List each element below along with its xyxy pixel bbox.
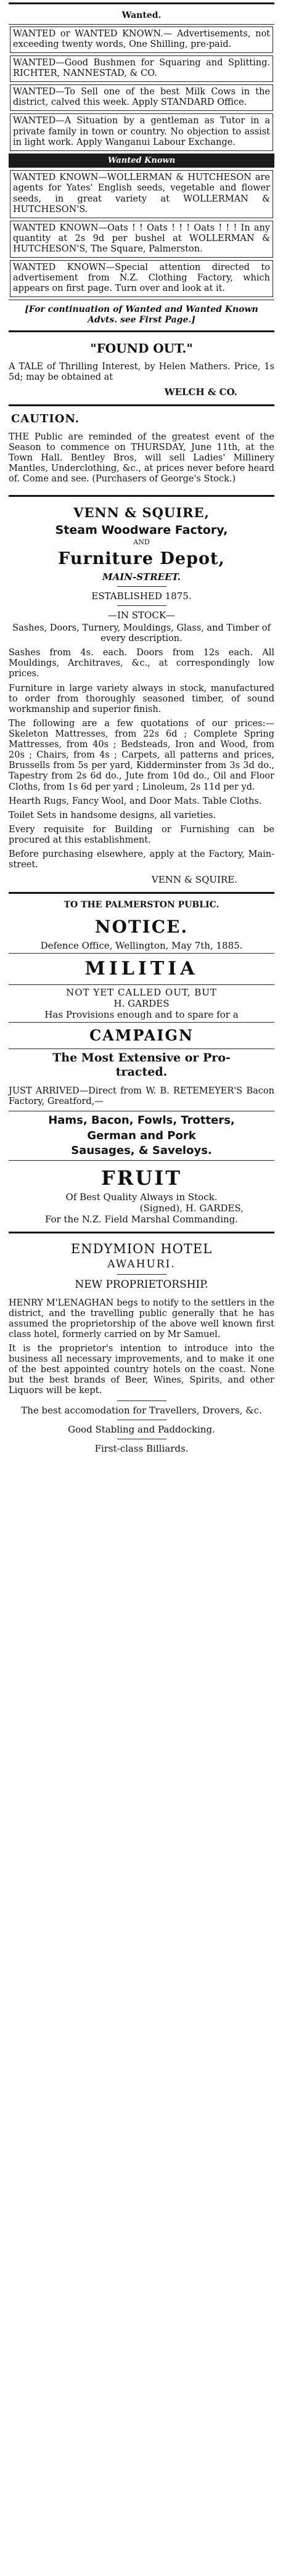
venn-paragraph: Furniture in large variety always in stock, manufactured to order from thoroughly seasoned timber, of sound workmanship and superior finish. bbox=[9, 683, 274, 714]
just-arrived: JUST ARRIVED—Direct from W. B. RETEMEYER'S Bacon Factory, Greatford,— bbox=[9, 1086, 274, 1107]
hotel-paragraph: It is the proprietor's intention to introduce into the business all necessary improvements, and to make it one of the best appointed country hotels on the coast. None but the best brands of Beer, Wines, Spirits, and other Liquors will be kept. bbox=[9, 1343, 274, 1396]
divider bbox=[9, 892, 274, 894]
wanted-known-ad: WANTED KNOWN—Oats ! ! Oats ! ! ! Oats ! ! ! In any quantity at 2s 9d per bushel at WOLLERMAN & HUTCHESON'S, The Square, Palmerston. bbox=[10, 221, 273, 258]
wanted-known-ad: WANTED KNOWN—Special attention directed to advertisement from N.Z. Clothing Factory, which appears on first page. Turn over and look at it. bbox=[10, 260, 273, 297]
venn-and: AND bbox=[133, 538, 150, 547]
venn-factory: Steam Woodware Factory, bbox=[55, 523, 228, 537]
militia-name: H. GARDES bbox=[113, 997, 170, 1009]
divider bbox=[9, 953, 274, 954]
wanted-known-header: Wanted Known bbox=[9, 153, 274, 168]
fruit-heading: FRUIT bbox=[101, 1166, 182, 1190]
venn-name: VENN & SQUIRE, bbox=[73, 505, 210, 521]
found-out-seller: WELCH & CO. bbox=[164, 386, 237, 398]
hotel-paragraph: HENRY M'LENAGHAN begs to notify to the settlers in the district, and the travelling public generally that he has assumed the proprietorship of the above well known first class hotel, formerly carried on by Mr Samuel. bbox=[9, 1298, 274, 1339]
caution-title: CAUTION. bbox=[11, 412, 80, 426]
campaign-heading: CAMPAIGN bbox=[89, 1026, 194, 1044]
newspaper-column bbox=[9, 0, 274, 1454]
venn-in-stock: —IN STOCK— bbox=[107, 609, 176, 621]
militia-heading: MILITIA bbox=[84, 957, 199, 979]
divider bbox=[9, 1232, 274, 1233]
wanted-ad: WANTED—A Situation by a gentleman as Tutor in a private family in town or country. No objection to assist in light work. Apply Wanganui Labour Exchange. bbox=[10, 113, 273, 150]
hotel-accommodation: The best accomodation for Travellers, Drovers, &c. bbox=[21, 1404, 262, 1416]
divider bbox=[9, 984, 274, 985]
militia-not-yet: NOT YET CALLED OUT, BUT bbox=[66, 986, 217, 998]
venn-street: MAIN-STREET. bbox=[102, 571, 181, 583]
divider bbox=[117, 586, 166, 587]
wanted-ad: WANTED or WANTED KNOWN.— Advertisements, not exceeding twenty words, One Shilling, pre-paid. bbox=[10, 27, 273, 53]
divider bbox=[117, 1274, 166, 1275]
found-out-title: "FOUND OUT." bbox=[90, 341, 193, 356]
venn-stock-line: Sashes, Doors, Turnery, Mouldings, Glass, and Timber of every description. bbox=[12, 623, 271, 644]
venn-paragraph: Sashes from 4s. each. Doors from 12s each. All Mouldings, Architraves, &c., at correspondingly low prices. bbox=[9, 648, 274, 679]
militia-notice-heading: NOTICE. bbox=[94, 917, 189, 938]
found-out-body: A TALE of Thrilling Interest, by Helen Mathers. Price, 1s 5d; may be obtained at bbox=[9, 362, 274, 383]
hotel-name: ENDYMION HOTEL bbox=[70, 1241, 213, 1256]
divider bbox=[9, 1160, 274, 1161]
wanted-continuation-note: [For continuation of Wanted and Wanted Known Advts. see First Page.] bbox=[25, 305, 258, 325]
campaign-most-1: The Most Extensive or Pro- bbox=[52, 1051, 231, 1065]
top-rule bbox=[9, 2, 274, 4]
divider bbox=[9, 404, 274, 406]
militia-defence-office: Defence Office, Wellington, May 7th, 1885. bbox=[40, 939, 243, 951]
venn-paragraph: Before purchasing elsewhere, apply at the Factory, Main-street. bbox=[9, 849, 274, 870]
divider bbox=[9, 495, 274, 497]
hams-line-1: Hams, Bacon, Fowls, Trotters, bbox=[48, 1114, 235, 1127]
caution-body: THE Public are reminded of the greatest event of the Season to commence on THURSDAY, June 11th, at the Town Hall. Bentley Bros, will sell Ladies' Millinery Mantles, Underclothing, &c., at prices never before heard of. Come and see. (Purchasers of George's Stock.) bbox=[9, 431, 274, 485]
wanted-ad: WANTED—To Sell one of the best Milk Cows in the district, calved this week. Apply STANDARD Office. bbox=[10, 84, 273, 111]
fruit-line: Of Best Quality Always in Stock. bbox=[65, 1191, 218, 1203]
wanted-header: Wanted. bbox=[121, 10, 162, 20]
hotel-place: AWAHURI. bbox=[107, 1257, 176, 1270]
fruit-for: For the N.Z. Field Marshal Commanding. bbox=[44, 1213, 239, 1225]
venn-signature: VENN & SQUIRE. bbox=[151, 874, 237, 886]
venn-paragraph: Every requisite for Building or Furnishing can be procured at this establishment. bbox=[9, 824, 274, 845]
hotel-new-proprietorship: NEW PROPRIETORSHIP. bbox=[75, 1278, 208, 1291]
venn-established: ESTABLISHED 1875. bbox=[91, 590, 192, 602]
militia-to-public: TO THE PALMERSTON PUBLIC. bbox=[64, 900, 219, 910]
venn-depot: Furniture Depot, bbox=[58, 549, 225, 568]
campaign-most-2: tracted. bbox=[115, 1065, 168, 1079]
wanted-known-ad: WANTED KNOWN—WOLLERMAN & HUTCHESON are agents for Yates' English seeds, vegetable and flower seeds, in great variety at WOLLERMAN & HUTCHESON'S. bbox=[10, 170, 273, 218]
divider bbox=[9, 1022, 274, 1023]
divider bbox=[117, 1400, 166, 1401]
venn-paragraph: Hearth Rugs, Fancy Wool, and Door Mats. Table Cloths. bbox=[9, 796, 262, 806]
hams-line-3: Sausages, & Saveloys. bbox=[71, 1143, 212, 1157]
venn-paragraph: The following are a few quotations of our prices:—Skeleton Mattresses, from 22s 6d ; Complete Spring Mattresses, from 40s ; Bedsteads, Iron and Wood, from 20s ; Chairs, from 4s ; Carpets, all patterns and prices, Brussells from 5s per yard, Kidderminster from 3s 3d do., Tapestry from 2s 6d do., Jute from 10d do., Oil and Floor Cloths, from 1s 6d per yard ; Linoleum, 2s 11d per yd. bbox=[9, 718, 274, 792]
hotel-stabling: Good Stabling and Paddocking. bbox=[68, 1423, 215, 1435]
hotel-billiards: First-class Billiards. bbox=[94, 1442, 189, 1454]
militia-provisions: Has Provisions enough and to spare for a bbox=[44, 1008, 239, 1020]
divider bbox=[9, 330, 274, 332]
hams-line-2: German and Pork bbox=[87, 1129, 196, 1142]
divider bbox=[9, 24, 274, 25]
fruit-signed: (Signed), H. GARDES, bbox=[139, 1202, 244, 1214]
venn-paragraph: Toilet Sets in handsome designs, all varieties. bbox=[9, 810, 216, 820]
divider bbox=[117, 605, 166, 606]
wanted-ad: WANTED—Good Bushmen for Squaring and Splitting. RICHTER, NANNESTAD, & CO. bbox=[10, 55, 273, 82]
